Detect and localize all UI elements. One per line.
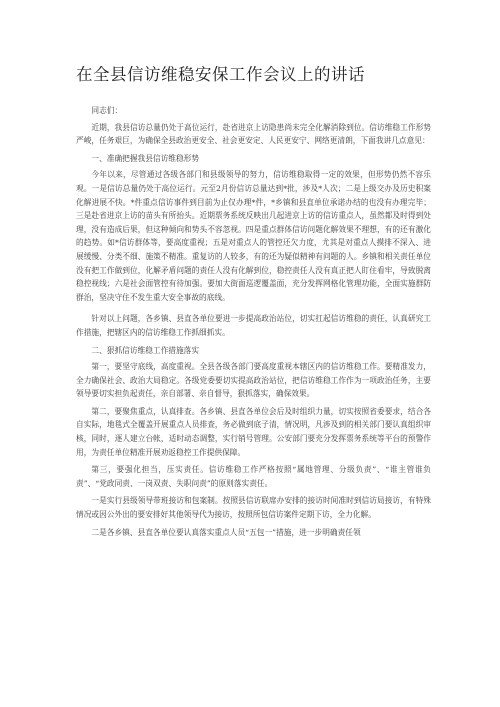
intro-paragraph: 近期，我县信访总量仍处于高位运行，赴省进京上访隐患尚未完全化解消除到位。信访维稳工作形势严峻，任务艰巨，为确保全县政治更安全、社会更安定、人民更安宁、网络更清朗，下面我讲几点意见： [76,122,431,146]
section1-paragraph-1: 今年以来，尽管通过各级各部门和县级领导的努力，信访维稳取得一定的效果，但形势仍然不容乐观。一是信访总量仍处于高位运行。元至2月份信访总量达到*批，涉及*人次；二是上级交办及历史积案化解进展不快。*件重点信访事件到目前为止仅办理*件，*乡镇和县直单位承诺办结的也没有办理完毕；三是赴省进京上访的苗头有所抬头。近期票务系统反映出几起进京上访的信访重点人，虽然都及时得到处理，没有造成后果，但这种倾向和势头不容忽视。四是重点群体信访问题化解效果不理想，有的还有激化的趋势。如*信访群体等，要高度重视；五是对重点人的管控还欠力度，尤其是对重点人摸排不深入、进展缓慢、分类不细、施策不精准。重复访的人较多，有的还为疑似精神有问题的人。乡镇和相关责任单位没有把工作做到位，化解矛盾问题的责任人没有化解到位，稳控责任人没有真正把人盯住看牢，导致脱离稳控视线；六是社会面管控有待加强。要加大街面巡逻覆盖面，充分发挥网格化管理功能，全面实施群防群治，坚决守住不发生重大安全事故的底线。 [76,170,431,302]
section-heading-2: 二、狠抓信访维稳工作措施落实 [91,345,200,355]
section2-paragraph-5: 二是各乡镇、县直各单位要认真落实重点人员“五包一”措施，进一步明确责任领 [91,527,361,537]
section1-paragraph-2: 针对以上问题，各乡镇、县直各单位要进一步提高政治站位，切实扛起信访维稳的责任，认真研究工作措施，把辖区内的信访维稳工作抓细抓实。 [76,314,431,337]
section2-paragraph-2: 第二，要聚焦重点，认真排查。各乡镇、县直各单位会后及时组织力量，切实按照省委要求，结合各自实际，地毯式全覆盖开展重点人员排查，务必做到底子清，情况明，凡涉及到的相关部门要认真组织审核，同时，逐人建立台帐，适时动态调整，实行销号管理。公安部门要充分发挥票务系统等平台的预警作用，为责任单位精准开展劝返稳控工作提供保障。 [76,406,431,457]
section-heading-1: 一、准确把握我县信访维稳形势 [91,153,200,163]
document-title: 在全县信访维稳安保工作会议上的讲话 [76,65,365,84]
section2-paragraph-4: 一是实行县级领导带班接访和包案制。按照县信访联席办安排的接访时间准时到信访局接访，有特殊情况或因公外出的要安排好其他领导代为接访，按照所包信访案件定期下访，全力化解。 [76,496,431,520]
section2-paragraph-1: 第一，要坚守底线，高度重视。全县各级各部门要高度重视本辖区内的信访维稳工作。要精准发力，全力确保社会、政治大局稳定。各级党委要切实提高政治站位，把信访维稳工作作为一项政治任务，主要领导要切实担负起责任，亲自部署、亲自督导，狠抓落实，确保效果。 [76,362,431,399]
salutation: 同志们： [91,106,123,115]
section2-paragraph-3: 第三，要强化担当，压实责任。信访维稳工作严格按照“属地管理、分级负责”、“谁主管谁负责”、“党政同责、一岗双责、失职问责”的原则落实责任。 [76,465,431,488]
